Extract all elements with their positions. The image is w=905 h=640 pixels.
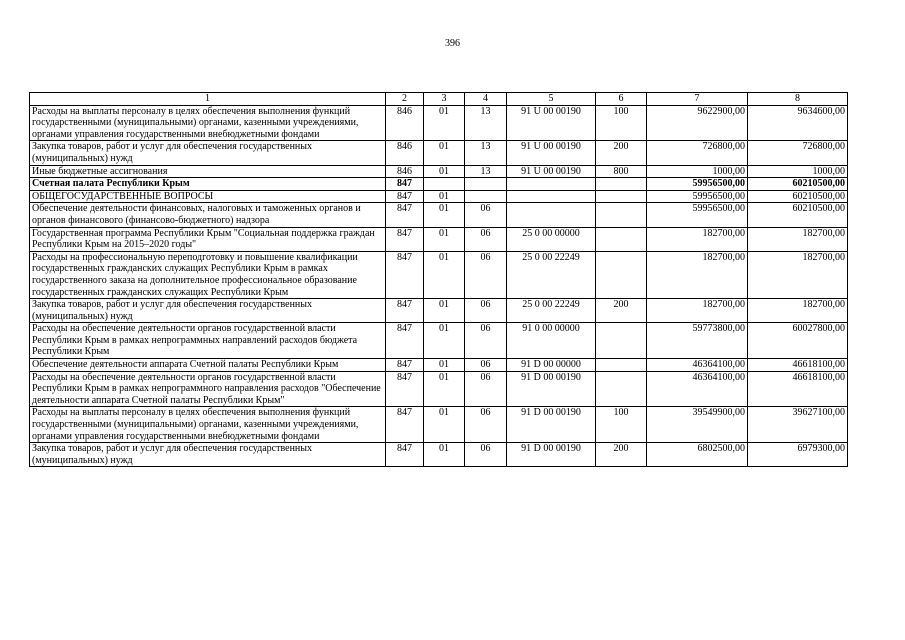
target-article-code: 91 D 00 00190 — [507, 443, 596, 467]
table-row — [30, 323, 848, 359]
amount-col7: 46364100,00 — [647, 371, 748, 407]
ministry-code: 847 — [386, 227, 424, 251]
column-header: 4 — [465, 93, 507, 106]
target-article-code: 25 0 00 22249 — [507, 299, 596, 323]
amount-col7: 59956500,00 — [647, 203, 748, 227]
target-article-code: 91 U 00 00190 — [507, 105, 596, 141]
amount-col7: 46364100,00 — [647, 359, 748, 372]
subsection-code: 06 — [465, 227, 507, 251]
amount-col8: 726800,00 — [748, 141, 848, 165]
row-description: Закупка товаров, работ и услуг для обеспечения государственных (муниципальных) нужд — [30, 141, 386, 165]
column-header: 8 — [748, 93, 848, 106]
section-code: 01 — [424, 203, 465, 227]
table-row — [30, 443, 848, 467]
amount-col7: 182700,00 — [647, 251, 748, 298]
column-header: 5 — [507, 93, 596, 106]
section-code: 01 — [424, 371, 465, 407]
budget-table — [29, 92, 848, 467]
expense-type-code — [596, 178, 647, 191]
row-description: Расходы на выплаты персоналу в целях обеспечения выполнения функций государственными (муниципальными) органами, казенными учреждениями, органами управления государственными внебюджетными фондами — [30, 407, 386, 443]
amount-col8: 60210500,00 — [748, 190, 848, 203]
expense-type-code — [596, 371, 647, 407]
row-description: Государственная программа Республики Крым "Социальная поддержка граждан Республики Крым на 2015–2020 годы" — [30, 227, 386, 251]
table-row — [30, 251, 848, 298]
amount-col8: 182700,00 — [748, 251, 848, 298]
table-row — [30, 141, 848, 165]
target-article-code: 91 U 00 00190 — [507, 165, 596, 178]
table-row — [30, 359, 848, 372]
amount-col7: 59773800,00 — [647, 323, 748, 359]
column-header: 7 — [647, 93, 748, 106]
row-description: Иные бюджетные ассигнования — [30, 165, 386, 178]
column-header: 2 — [386, 93, 424, 106]
subsection-code: 06 — [465, 299, 507, 323]
amount-col7: 39549900,00 — [647, 407, 748, 443]
expense-type-code: 200 — [596, 443, 647, 467]
section-code: 01 — [424, 323, 465, 359]
ministry-code: 847 — [386, 299, 424, 323]
ministry-code: 847 — [386, 323, 424, 359]
amount-col7: 1000,00 — [647, 165, 748, 178]
row-description: Расходы на выплаты персоналу в целях обеспечения выполнения функций государственными (муниципальными) органами, казенными учреждениями, органами управления государственными внебюджетными фондами — [30, 105, 386, 141]
expense-type-code: 800 — [596, 165, 647, 178]
ministry-code: 847 — [386, 371, 424, 407]
amount-col8: 9634600,00 — [748, 105, 848, 141]
section-code: 01 — [424, 105, 465, 141]
amount-col8: 182700,00 — [748, 299, 848, 323]
column-header: 6 — [596, 93, 647, 106]
table-row — [30, 165, 848, 178]
amount-col8: 60210500,00 — [748, 178, 848, 191]
target-article-code: 91 D 00 00190 — [507, 407, 596, 443]
row-description: Обеспечение деятельности аппарата Счетной палаты Республики Крым — [30, 359, 386, 372]
section-code: 01 — [424, 190, 465, 203]
page-number: 396 — [445, 38, 460, 49]
subsection-code: 06 — [465, 359, 507, 372]
target-article-code: 91 0 00 00000 — [507, 323, 596, 359]
table-header-row — [30, 93, 848, 106]
amount-col8: 39627100,00 — [748, 407, 848, 443]
section-code: 01 — [424, 359, 465, 372]
section-code: 01 — [424, 141, 465, 165]
amount-col7: 726800,00 — [647, 141, 748, 165]
section-code: 01 — [424, 443, 465, 467]
subsection-code: 06 — [465, 443, 507, 467]
section-code: 01 — [424, 299, 465, 323]
amount-col8: 182700,00 — [748, 227, 848, 251]
expense-type-code — [596, 359, 647, 372]
table-row — [30, 203, 848, 227]
amount-col7: 59956500,00 — [647, 178, 748, 191]
row-description: Счетная палата Республики Крым — [30, 178, 386, 191]
amount-col7: 9622900,00 — [647, 105, 748, 141]
ministry-code: 847 — [386, 190, 424, 203]
amount-col8: 46618100,00 — [748, 359, 848, 372]
section-code: 01 — [424, 251, 465, 298]
amount-col7: 182700,00 — [647, 299, 748, 323]
expense-type-code — [596, 323, 647, 359]
row-description: Закупка товаров, работ и услуг для обеспечения государственных (муниципальных) нужд — [30, 299, 386, 323]
table-row — [30, 190, 848, 203]
target-article-code: 91 D 00 00000 — [507, 359, 596, 372]
section-code — [424, 178, 465, 191]
ministry-code: 846 — [386, 141, 424, 165]
amount-col8: 60027800,00 — [748, 323, 848, 359]
row-description: Расходы на обеспечение деятельности органов государственной власти Республики Крым в рамках непрограммных направлений расходов бюджета Республики Крым — [30, 323, 386, 359]
subsection-code: 06 — [465, 251, 507, 298]
target-article-code: 91 D 00 00190 — [507, 371, 596, 407]
section-code: 01 — [424, 227, 465, 251]
table-row — [30, 407, 848, 443]
section-code: 01 — [424, 165, 465, 178]
subsection-code — [465, 190, 507, 203]
ministry-code: 847 — [386, 443, 424, 467]
ministry-code: 847 — [386, 407, 424, 443]
amount-col7: 182700,00 — [647, 227, 748, 251]
target-article-code — [507, 178, 596, 191]
ministry-code: 847 — [386, 359, 424, 372]
expense-type-code — [596, 203, 647, 227]
amount-col8: 60210500,00 — [748, 203, 848, 227]
expense-type-code: 100 — [596, 105, 647, 141]
ministry-code: 846 — [386, 165, 424, 178]
amount-col8: 6979300,00 — [748, 443, 848, 467]
row-description: Расходы на обеспечение деятельности органов государственной власти Республики Крым в рамках непрограммного направления расходов "Обеспечение деятельности аппарата Счетной палаты Республики Крым" — [30, 371, 386, 407]
subsection-code: 13 — [465, 105, 507, 141]
subsection-code: 06 — [465, 371, 507, 407]
table-row-total — [30, 178, 848, 191]
table-row — [30, 227, 848, 251]
subsection-code: 13 — [465, 141, 507, 165]
expense-type-code — [596, 190, 647, 203]
table-row — [30, 299, 848, 323]
expense-type-code: 200 — [596, 299, 647, 323]
expense-type-code: 100 — [596, 407, 647, 443]
row-description: Обеспечение деятельности финансовых, налоговых и таможенных органов и органов финансового (финансово-бюджетного) надзора — [30, 203, 386, 227]
subsection-code: 06 — [465, 407, 507, 443]
ministry-code: 847 — [386, 251, 424, 298]
target-article-code — [507, 190, 596, 203]
column-header: 3 — [424, 93, 465, 106]
target-article-code: 25 0 00 00000 — [507, 227, 596, 251]
row-description: ОБЩЕГОСУДАРСТВЕННЫЕ ВОПРОСЫ — [30, 190, 386, 203]
ministry-code: 847 — [386, 178, 424, 191]
table-row — [30, 371, 848, 407]
section-code: 01 — [424, 407, 465, 443]
row-description: Закупка товаров, работ и услуг для обеспечения государственных (муниципальных) нужд — [30, 443, 386, 467]
expense-type-code: 200 — [596, 141, 647, 165]
subsection-code: 13 — [465, 165, 507, 178]
ministry-code: 847 — [386, 203, 424, 227]
column-header: 1 — [30, 93, 386, 106]
row-description: Расходы на профессиональную переподготовку и повышение квалификации государственных гражданских служащих Республики Крым в рамках государственного заказа на дополнительное профессиональное образование государственных гражданских служащих Республики Крым — [30, 251, 386, 298]
amount-col8: 46618100,00 — [748, 371, 848, 407]
expense-type-code — [596, 251, 647, 298]
amount-col7: 6802500,00 — [647, 443, 748, 467]
subsection-code: 06 — [465, 203, 507, 227]
expense-type-code — [596, 227, 647, 251]
table-row — [30, 105, 848, 141]
amount-col8: 1000,00 — [748, 165, 848, 178]
target-article-code: 25 0 00 22249 — [507, 251, 596, 298]
target-article-code — [507, 203, 596, 227]
amount-col7: 59956500,00 — [647, 190, 748, 203]
ministry-code: 846 — [386, 105, 424, 141]
subsection-code — [465, 178, 507, 191]
subsection-code: 06 — [465, 323, 507, 359]
target-article-code: 91 U 00 00190 — [507, 141, 596, 165]
